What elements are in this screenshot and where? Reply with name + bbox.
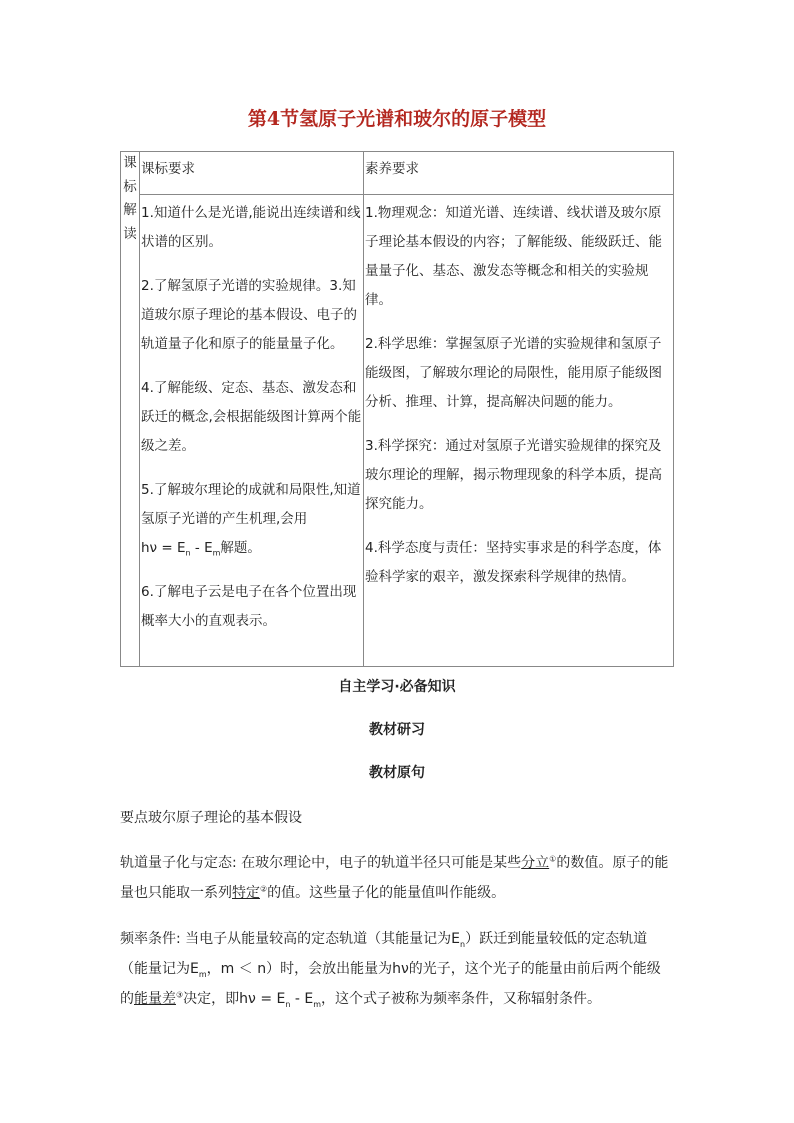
curriculum-item: 4.了解能级、定态、基态、激发态和跃迁的概念,会根据能级图计算两个能级之差。 xyxy=(141,380,362,454)
formula: $h\nu = E_n - E_m$解题。 xyxy=(141,540,261,558)
blank-underlined: 分立 xyxy=(521,855,550,871)
side-label-char: 课 xyxy=(123,155,137,171)
competency-item: 4.科学态度与责任：坚持实事求是的科学态度，体验科学家的艰辛，激发探索科学规律的热情。 xyxy=(365,540,662,585)
header-competency-requirements: 素养要求 xyxy=(364,152,674,195)
side-label-char: 读 xyxy=(123,225,137,242)
side-label-char: 解 xyxy=(123,202,137,218)
section-heading-textbook-study: 教材研习 xyxy=(369,722,425,738)
competency-item: 2.科学思维：掌握氢原子光谱的实验规律和氢原子能级图，了解玻尔理论的局限性，能用原子能级图分析、推理、计算，提高解决问题的能力。 xyxy=(365,336,662,410)
competency-item: 3.科学探究：通过对氢原子光谱实验规律的探究及玻尔理论的理解，揭示物理现象的科学本质，提高探究能力。 xyxy=(365,438,662,512)
section-heading-textbook-quotes: 教材原句 xyxy=(369,765,425,781)
standards-table xyxy=(120,151,674,667)
curriculum-item xyxy=(141,476,362,563)
blank-underlined: 能量差 xyxy=(134,991,176,1007)
table-header-row xyxy=(121,152,674,195)
curriculum-item: 6.了解电子云是电子在各个位置出现概率大小的直观表示。 xyxy=(141,584,357,629)
curriculum-item: 2.了解氢原子光谱的实验规律。3.知道玻尔原子理论的基本假设、电子的轨道量子化和原子的能量量子化。 xyxy=(141,278,357,352)
page-title: 第4节氢原子光谱和玻尔的原子模型 xyxy=(247,108,547,130)
curriculum-item-text: 5.了解玻尔理论的成就和局限性,知道氢原子光谱的产生机理,会用 xyxy=(141,482,361,527)
side-label-char: 标 xyxy=(123,178,137,195)
table-body-row xyxy=(121,195,674,667)
blank-underlined: 特定 xyxy=(232,885,260,901)
section-heading-self-study: 自主学习·必备知识 xyxy=(338,679,456,695)
key-point-title: 要点玻尔原子理论的基本假设 xyxy=(120,810,302,826)
header-curriculum-requirements: 课标要求 xyxy=(140,152,364,195)
curriculum-item: 1.知道什么是光谱,能说出连续谱和线状谱的区别。 xyxy=(141,205,361,250)
curriculum-requirements-cell xyxy=(140,195,364,667)
competency-requirements-cell xyxy=(364,195,674,667)
paragraph-frequency-condition: 频率条件: 当电子从能量较高的定态轨道（其能量记为$E_n$）跃迁到能量较低的定态轨道（能量记为$E_m$，m ＜ n）时，会放出能量为hν的光子，这个光子的能量由前后两个能级的能量差③决定，即$h\nu = E_n - E_m$，这个式子被称为频率条件，又称辐射条件。 xyxy=(120,931,661,1009)
paragraph-orbit-quantization: 轨道量子化与定态: 在玻尔理论中，电子的轨道半径只可能是某些分立①的数值。原子的能量也只能取一系列特定②的值。这些量子化的能量值叫作能级。 xyxy=(120,854,669,901)
side-label xyxy=(121,152,140,667)
competency-item: 1.物理观念：知道光谱、连续谱、线状谱及玻尔原子理论基本假设的内容；了解能级、能级跃迁、能量量子化、基态、激发态等概念和相关的实验规律。 xyxy=(365,205,662,308)
